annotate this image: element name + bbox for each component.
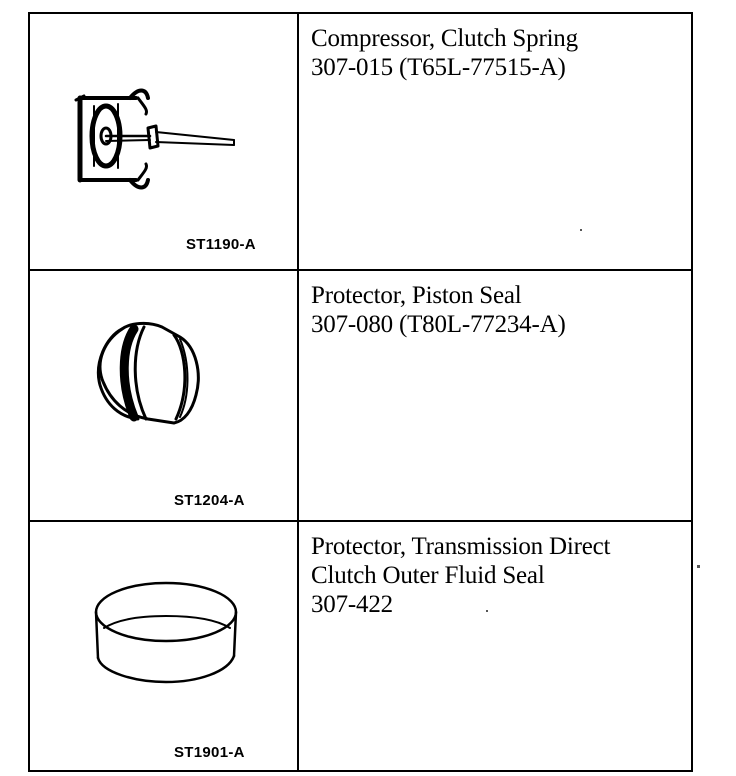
illustration-code: ST1901-A — [174, 744, 245, 761]
illustration-code: ST1190-A — [186, 236, 256, 253]
tool-name: Compressor, Clutch Spring — [311, 25, 578, 52]
description-cell — [299, 14, 691, 269]
scan-speck — [697, 565, 700, 568]
illustration-cell — [30, 14, 297, 269]
illustration-code: ST1204-A — [174, 492, 245, 509]
illustration-cell — [30, 522, 297, 772]
scan-speck — [486, 610, 488, 612]
special-tools-table — [28, 12, 693, 772]
description-cell — [299, 522, 691, 772]
tool-number: 307-015 (T65L-77515-A) — [311, 54, 566, 81]
tool-row-clutch-spring-compressor — [30, 14, 691, 269]
illustration-cell — [30, 271, 297, 520]
tool-number: 307-080 (T80L-77234-A) — [311, 311, 566, 338]
piston-seal-protector-icon — [30, 271, 297, 522]
description-cell — [299, 271, 691, 520]
clutch-spring-compressor-icon — [30, 14, 297, 269]
tool-name: Protector, Piston Seal — [311, 282, 522, 309]
tool-row-piston-seal-protector — [30, 269, 691, 520]
tool-name-line-2: Clutch Outer Fluid Seal — [311, 562, 545, 589]
tool-name-line-1: Protector, Transmission Direct — [311, 533, 611, 560]
scan-speck — [580, 229, 582, 231]
tool-row-fluid-seal-protector — [30, 520, 691, 772]
column-divider — [297, 14, 299, 770]
tool-number: 307-422 — [311, 591, 393, 618]
fluid-seal-protector-ring-icon — [30, 522, 297, 774]
